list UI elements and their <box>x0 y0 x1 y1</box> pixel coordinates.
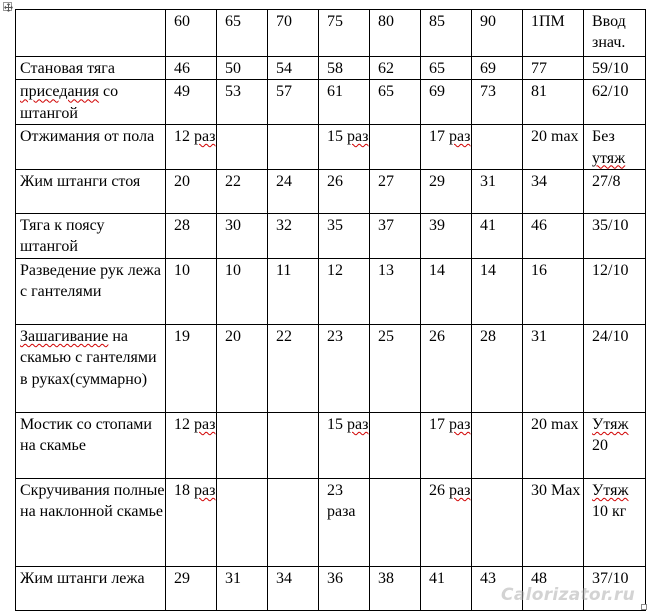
value-cell[interactable]: 35/10 <box>584 214 646 259</box>
value-cell[interactable]: 24 <box>268 170 319 214</box>
exercise-cell[interactable]: Разведение рук лежа с гантелями <box>16 258 166 324</box>
value-cell[interactable]: 14 <box>421 258 472 324</box>
value-cell[interactable]: 58 <box>319 57 370 80</box>
header-cell[interactable]: 80 <box>370 10 421 57</box>
value-cell[interactable] <box>370 478 421 566</box>
table-row <box>16 478 646 566</box>
exercise-cell[interactable]: Отжимания от пола <box>16 125 166 170</box>
header-cell[interactable]: 85 <box>421 10 472 57</box>
value-cell[interactable]: 48 <box>523 566 584 610</box>
value-cell[interactable]: 34 <box>268 566 319 610</box>
value-cell[interactable]: 16 <box>523 258 584 324</box>
exercise-cell[interactable]: приседания со штангой <box>16 80 166 125</box>
exercise-cell[interactable]: Скручивания полные на наклонной скамье <box>16 478 166 566</box>
value-cell[interactable]: 31 <box>217 566 268 610</box>
header-cell[interactable]: 90 <box>472 10 523 57</box>
table-row <box>16 125 646 170</box>
value-cell[interactable]: 20 <box>217 324 268 412</box>
value-cell[interactable] <box>217 478 268 566</box>
value-cell[interactable] <box>268 478 319 566</box>
workout-table <box>15 9 646 611</box>
value-cell[interactable]: 38 <box>370 566 421 610</box>
exercise-cell[interactable]: Зашагивание на скамью с гантелями в руках(суммарно) <box>16 324 166 412</box>
value-cell[interactable]: 69 <box>472 57 523 80</box>
value-cell[interactable]: 19 <box>166 324 217 412</box>
move-arrows-icon <box>4 3 13 12</box>
value-cell[interactable]: 31 <box>523 324 584 412</box>
table-row <box>16 258 646 324</box>
value-cell[interactable]: 27/8 <box>584 170 646 214</box>
value-cell[interactable] <box>217 412 268 478</box>
value-cell[interactable]: 18 раз <box>166 478 217 566</box>
value-cell[interactable]: 39 <box>421 214 472 259</box>
value-cell[interactable]: 32 <box>268 214 319 259</box>
value-cell[interactable]: 12/10 <box>584 258 646 324</box>
value-cell[interactable]: 23 <box>319 324 370 412</box>
value-cell[interactable] <box>370 412 421 478</box>
value-cell[interactable]: 57 <box>268 80 319 125</box>
value-cell[interactable]: 10 <box>166 258 217 324</box>
value-cell[interactable]: 17 раз <box>421 125 472 170</box>
header-cell[interactable]: 75 <box>319 10 370 57</box>
value-cell[interactable]: Утяж 20 <box>584 412 646 478</box>
header-cell[interactable]: 65 <box>217 10 268 57</box>
table-body <box>16 10 646 611</box>
value-cell[interactable]: 61 <box>319 80 370 125</box>
value-cell[interactable] <box>472 478 523 566</box>
header-cell[interactable]: Ввод знач. <box>584 10 646 57</box>
value-cell[interactable]: 20 max <box>523 125 584 170</box>
value-cell[interactable]: 41 <box>421 566 472 610</box>
value-cell[interactable]: 77 <box>523 57 584 80</box>
watermark: Calorizator.ru <box>501 585 635 605</box>
value-cell[interactable] <box>268 412 319 478</box>
table-row <box>16 57 646 80</box>
header-cell[interactable]: 1ПМ <box>523 10 584 57</box>
value-cell[interactable]: 62/10 <box>584 80 646 125</box>
value-cell[interactable]: 17 раз <box>421 412 472 478</box>
value-cell[interactable]: 73 <box>472 80 523 125</box>
value-cell[interactable]: 25 <box>370 324 421 412</box>
value-cell[interactable]: 24/10 <box>584 324 646 412</box>
value-cell[interactable]: 65 <box>421 57 472 80</box>
value-cell[interactable]: 27 <box>370 170 421 214</box>
value-cell[interactable]: 37/10 <box>584 566 646 610</box>
value-cell[interactable]: 46 <box>166 57 217 80</box>
header-row <box>16 10 646 57</box>
table-resize-handle[interactable] <box>641 604 647 610</box>
value-cell[interactable] <box>268 125 319 170</box>
value-cell[interactable]: 41 <box>472 214 523 259</box>
value-cell[interactable]: 26 <box>319 170 370 214</box>
value-cell[interactable]: 14 <box>472 258 523 324</box>
value-cell[interactable]: Без утяж <box>584 125 646 170</box>
value-cell[interactable]: 54 <box>268 57 319 80</box>
value-cell[interactable]: 12 <box>319 258 370 324</box>
value-cell[interactable]: 28 <box>472 324 523 412</box>
value-cell[interactable]: 31 <box>472 170 523 214</box>
value-cell[interactable]: 30 <box>217 214 268 259</box>
value-cell[interactable]: 35 <box>319 214 370 259</box>
value-cell[interactable]: 36 <box>319 566 370 610</box>
exercise-cell[interactable]: Жим штанги стоя <box>16 170 166 214</box>
value-cell[interactable]: Утяж 10 кг <box>584 478 646 566</box>
value-cell[interactable]: 53 <box>217 80 268 125</box>
value-cell[interactable]: 15 раз <box>319 412 370 478</box>
value-cell[interactable]: 50 <box>217 57 268 80</box>
value-cell[interactable]: 12 раз <box>166 412 217 478</box>
value-cell[interactable]: 20 max <box>523 412 584 478</box>
table-move-handle[interactable] <box>3 2 12 11</box>
value-cell[interactable]: 15 раз <box>319 125 370 170</box>
value-cell[interactable]: 22 <box>268 324 319 412</box>
value-cell[interactable]: 65 <box>370 80 421 125</box>
value-cell[interactable]: 81 <box>523 80 584 125</box>
value-cell[interactable] <box>370 125 421 170</box>
value-cell[interactable]: 11 <box>268 258 319 324</box>
table-row <box>16 324 646 412</box>
value-cell[interactable]: 34 <box>523 170 584 214</box>
exercise-cell[interactable]: Жим штанги лежа <box>16 566 166 610</box>
value-cell[interactable]: 29 <box>421 170 472 214</box>
value-cell[interactable]: 20 <box>166 170 217 214</box>
header-corner-cell[interactable] <box>16 10 166 57</box>
value-cell[interactable]: 26 <box>421 324 472 412</box>
value-cell[interactable]: 23 раза <box>319 478 370 566</box>
value-cell[interactable]: 28 <box>166 214 217 259</box>
value-cell[interactable]: 59/10 <box>584 57 646 80</box>
table-row <box>16 412 646 478</box>
value-cell[interactable]: 30 Max <box>523 478 584 566</box>
value-cell[interactable]: 12 раз <box>166 125 217 170</box>
value-cell[interactable] <box>472 125 523 170</box>
value-cell[interactable]: 62 <box>370 57 421 80</box>
value-cell[interactable]: 46 <box>523 214 584 259</box>
value-cell[interactable]: 49 <box>166 80 217 125</box>
value-cell[interactable]: 29 <box>166 566 217 610</box>
value-cell[interactable]: 26 раз <box>421 478 472 566</box>
value-cell[interactable]: 10 <box>217 258 268 324</box>
value-cell[interactable] <box>217 125 268 170</box>
header-cell[interactable]: 60 <box>166 10 217 57</box>
exercise-cell[interactable]: Тяга к поясу штангой <box>16 214 166 259</box>
value-cell[interactable]: 43 <box>472 566 523 610</box>
value-cell[interactable]: 69 <box>421 80 472 125</box>
table-row <box>16 214 646 259</box>
table-row <box>16 170 646 214</box>
value-cell[interactable]: 13 <box>370 258 421 324</box>
value-cell[interactable]: 37 <box>370 214 421 259</box>
exercise-cell[interactable]: Становая тяга <box>16 57 166 80</box>
exercise-cell[interactable]: Мостик со стопами на скамье <box>16 412 166 478</box>
header-cell[interactable]: 70 <box>268 10 319 57</box>
value-cell[interactable] <box>472 412 523 478</box>
value-cell[interactable]: 22 <box>217 170 268 214</box>
table-row <box>16 80 646 125</box>
